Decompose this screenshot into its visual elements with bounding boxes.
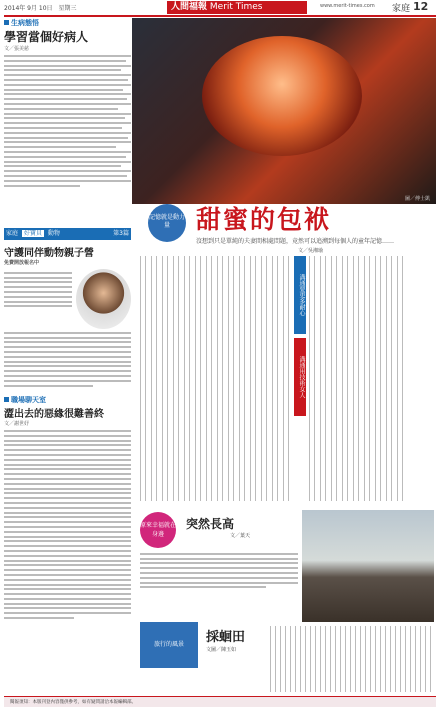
banner-label1: 家庭 [6, 230, 19, 237]
tertiary-story-byline: 文圖／陳玉如 [206, 647, 237, 653]
secondary-story-byline: 文／葉天 [230, 533, 251, 539]
masthead-english: Merit Times [209, 2, 263, 12]
header-bar [0, 0, 440, 16]
article1-tag: 生病態悟 [4, 18, 131, 28]
masthead [167, 1, 307, 14]
side-bar-1: 溝通要更多耐心 [294, 256, 306, 334]
square-icon [4, 397, 9, 402]
banner-issue: 第3篇 [113, 230, 129, 237]
main-story-photo [132, 18, 436, 204]
article2-body-2 [4, 332, 131, 387]
glowing-heart-image [202, 36, 362, 156]
tertiary-story-title: 採蛔田 [206, 630, 246, 645]
vineyard-photo [302, 510, 434, 622]
secondary-story-bubble: 原來幸福就在身邊 [140, 512, 176, 548]
tertiary-story-box: 旅行的風景 [140, 622, 198, 668]
section-name: 家庭 [392, 4, 411, 14]
article3-byline: 文／謝世妤 [4, 421, 30, 427]
main-story-circle-tag: 記憶就是動力量 [148, 204, 186, 242]
article1-byline: 文／張美慈 [4, 46, 30, 52]
site-url: www.merit-times.com [320, 3, 375, 9]
article3-title: 澀出去的惡緣很難善終 [4, 409, 104, 420]
child-with-dog-photo [76, 269, 131, 329]
header-rule [4, 15, 436, 17]
footer-notice: 閱報須知：本版刊登內容僅供參考，如有疑問請洽本報編輯部。 [4, 696, 436, 707]
banner-label2: 好寶貝 [23, 230, 42, 237]
article2-title: 守護同伴動物親子營 [4, 248, 94, 259]
tertiary-story-body [270, 626, 434, 692]
main-story-body [140, 256, 435, 506]
article1-body [4, 55, 131, 187]
secondary-story-body [140, 550, 298, 591]
article3 [4, 395, 131, 622]
main-story-author: 文／吳湘瑜 [298, 248, 324, 254]
main-story-title: 甜蜜的包袱 [196, 205, 332, 234]
page-number: 12 [413, 0, 429, 13]
article2-body [4, 269, 72, 329]
article3-body [4, 430, 131, 619]
masthead-title: 人間福報 [171, 2, 208, 12]
article2-subtitle: 免費開放報名中 [4, 260, 40, 266]
banner-label3: 動物 [47, 230, 60, 237]
main-story-deck: 沒想到只是單純的夫妻間相處問題，竟然可以追溯到每個人的童年記憶…… [196, 238, 395, 245]
article1-title: 學習當個好病人 [4, 30, 89, 44]
article2 [4, 244, 131, 389]
article3-tag: 職場聊天室 [4, 395, 131, 405]
issue-date: 2014年 9月 10日 星期三 [4, 5, 77, 12]
side-bar-2: 溝通用技術女人 [294, 338, 306, 416]
square-icon [4, 20, 9, 25]
secondary-story-title: 突然長高 [186, 517, 235, 531]
family-banner [4, 228, 131, 240]
photo-credit: 圖／傅士凱 [404, 196, 430, 202]
